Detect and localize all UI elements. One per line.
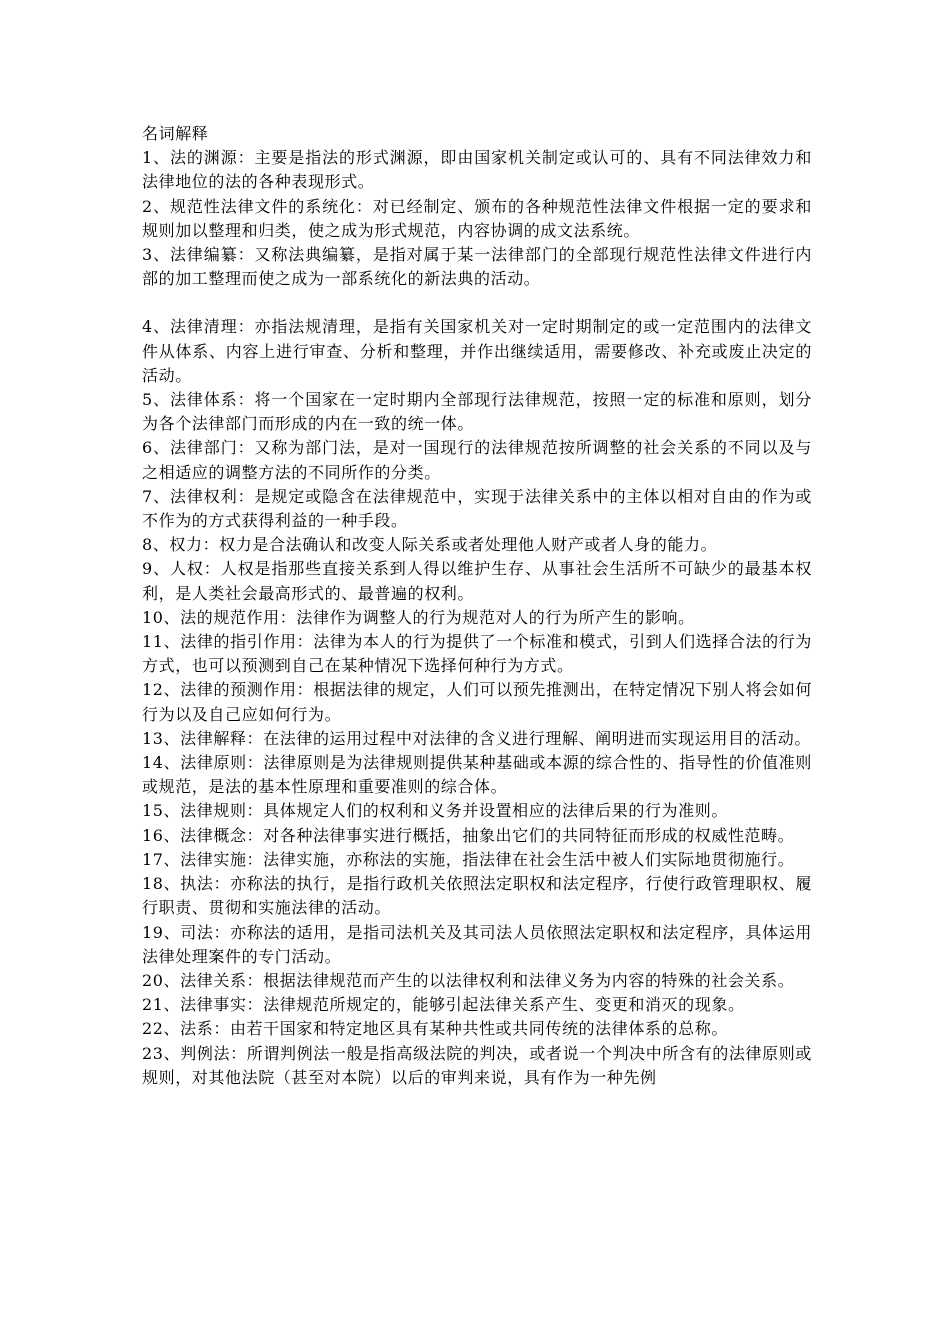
- document-body: [142, 122, 812, 1090]
- term-entry-4: 4、法律清理：亦指法规清理，是指有关国家机关对一定时期制定的或一定范围内的法律文件从体系、内容上进行审查、分析和整理，并作出继续适用，需要修改、补充或废止决定的活动。: [142, 317, 812, 385]
- term-entry-3: 3、法律编纂：又称法典编纂，是指对属于某一法律部门的全部现行规范性法律文件进行内部的加工整理而使之成为一部系统化的新法典的活动。: [142, 245, 812, 289]
- term-entry-15: 15、法律规则：具体规定人们的权利和义务并设置相应的法律后果的行为准则。: [142, 801, 728, 821]
- term-entry-1: 1、法的渊源：主要是指法的形式渊源，即由国家机关制定或认可的、具有不同法律效力和法律地位的法的各种表现形式。: [142, 148, 812, 192]
- term-entry-8: 8、权力：权力是合法确认和改变人际关系或者处理他人财产或者人身的能力。: [142, 535, 718, 555]
- term-entry-19: 19、司法：亦称法的适用，是指司法机关及其司法人员依照法定职权和法定程序，具体运用法律处理案件的专门活动。: [142, 922, 812, 966]
- term-entry-16: 16、法律概念：对各种法律事实进行概括，抽象出它们的共同特征而形成的权威性范畴。: [142, 825, 795, 845]
- term-entry-7: 7、法律权利：是规定或隐含在法律规范中，实现于法律关系中的主体以相对自由的作为或不作为的方式获得利益的一种手段。: [142, 486, 812, 531]
- term-entry-10: 10、法的规范作用：法律作为调整人的行为规范对人的行为所产生的影响。: [142, 607, 695, 627]
- term-entry-12: 12、法律的预测作用：根据法律的规定，人们可以预先推测出，在特定情况下别人将会如何行为以及自己应如何行为。: [142, 680, 812, 724]
- term-entry-22: 22、法系：由若干国家和特定地区具有某种共性或共同传统的法律体系的总称。: [142, 1019, 728, 1039]
- term-entry-13: 13、法律解释：在法律的运用过程中对法律的含义进行理解、阐明进而实现运用目的活动。: [142, 728, 811, 748]
- term-entry-17: 17、法律实施：法律实施，亦称法的实施，指法律在社会生活中被人们实际地贯彻施行。: [142, 849, 795, 869]
- term-entry-20: 20、法律关系：根据法律规范而产生的以法律权利和法律义务为内容的特殊的社会关系。: [142, 970, 795, 990]
- term-entry-5: 5、法律体系：将一个国家在一定时期内全部现行法律规范，按照一定的标准和原则，划分为各个法律部门而形成的内在一致的统一体。: [142, 390, 812, 434]
- term-entry-18: 18、执法：亦称法的执行，是指行政机关依照法定职权和法定程序，行使行政管理职权、履行职责、贯彻和实施法律的活动。: [142, 874, 812, 918]
- term-entry-21: 21、法律事实：法律规范所规定的，能够引起法律关系产生、变更和消灭的现象。: [142, 995, 745, 1015]
- document-title: 名词解释: [142, 124, 209, 143]
- term-entry-14: 14、法律原则：法律原则是为法律规则提供某种基础或本源的综合性的、指导性的价值准则或规范，是法的基本性原理和重要准则的综合体。: [142, 753, 812, 797]
- term-entry-23: 23、判例法：所谓判例法一般是指高级法院的判决，或者说一个判决中所含有的法律原则或规则，对其他法院（甚至对本院）以后的审判来说，具有作为一种先例: [142, 1043, 812, 1087]
- term-entry-6: 6、法律部门：又称为部门法，是对一国现行的法律规范按所调整的社会关系的不同以及与之相适应的调整方法的不同所作的分类。: [142, 438, 812, 482]
- term-entry-2: 2、规范性法律文件的系统化：对已经制定、颁布的各种规范性法律文件根据一定的要求和规则加以整理和归类，使之成为形式规范，内容协调的成文法系统。: [142, 196, 812, 240]
- term-entry-9: 9、人权：人权是指那些直接关系到人得以维护生存、从事社会生活所不可缺少的最基本权利，是人类社会最高形式的、最普遍的权利。: [142, 559, 812, 603]
- term-entry-11: 11、法律的指引作用：法律为本人的行为提供了一个标准和模式，引到人们选择合法的行为方式，也可以预测到自己在某种情况下选择何种行为方式。: [142, 632, 812, 676]
